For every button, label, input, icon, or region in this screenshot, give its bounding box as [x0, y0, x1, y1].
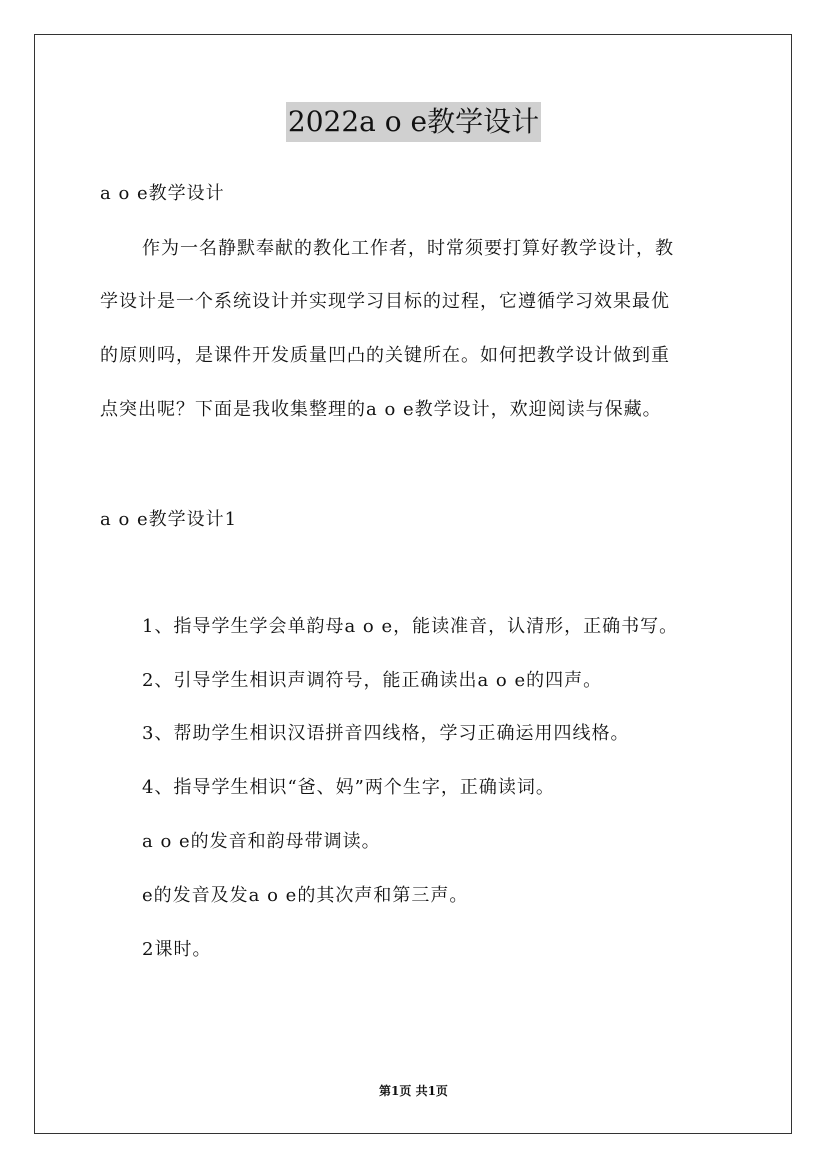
- page-number-label: 第1页 共1页: [379, 1084, 448, 1098]
- intro-line-4: 点突出呢？下面是我收集整理的a o e教学设计，欢迎阅读与保藏。: [100, 399, 662, 420]
- list-item-2: 2、引导学生相识声调符号，能正确读出a o e的四声。: [142, 670, 603, 691]
- document-title-wrapper: [0, 102, 827, 142]
- list-item-1: 1、指导学生学会单韵母a o e，能读准音，认清形，正确书写。: [142, 616, 679, 637]
- list-item-3: 3、帮助学生相识汉语拼音四线格，学习正确运用四线格。: [142, 723, 630, 744]
- document-title: 2022a o e教学设计: [286, 102, 541, 142]
- intro-line-2: 学设计是一个系统设计并实现学习目标的过程，它遵循学习效果最优: [100, 291, 670, 312]
- section-heading: a o e教学设计1: [100, 509, 238, 530]
- page-footer: [0, 1083, 827, 1099]
- list-item-5: a o e的发音和韵母带调读。: [142, 831, 381, 852]
- list-item-7: 2课时。: [142, 939, 212, 960]
- list-item-4: 4、指导学生相识“爸、妈”两个生字，正确读词。: [142, 777, 555, 798]
- document-subtitle: a o e教学设计: [100, 183, 225, 204]
- list-item-6: e的发音及发a o e的其次声和第三声。: [142, 885, 469, 906]
- intro-line-3: 的原则吗，是课件开发质量凹凸的关键所在。如何把教学设计做到重: [100, 345, 670, 366]
- intro-line-1: 作为一名静默奉献的教化工作者，时常须要打算好教学设计，教: [142, 238, 674, 259]
